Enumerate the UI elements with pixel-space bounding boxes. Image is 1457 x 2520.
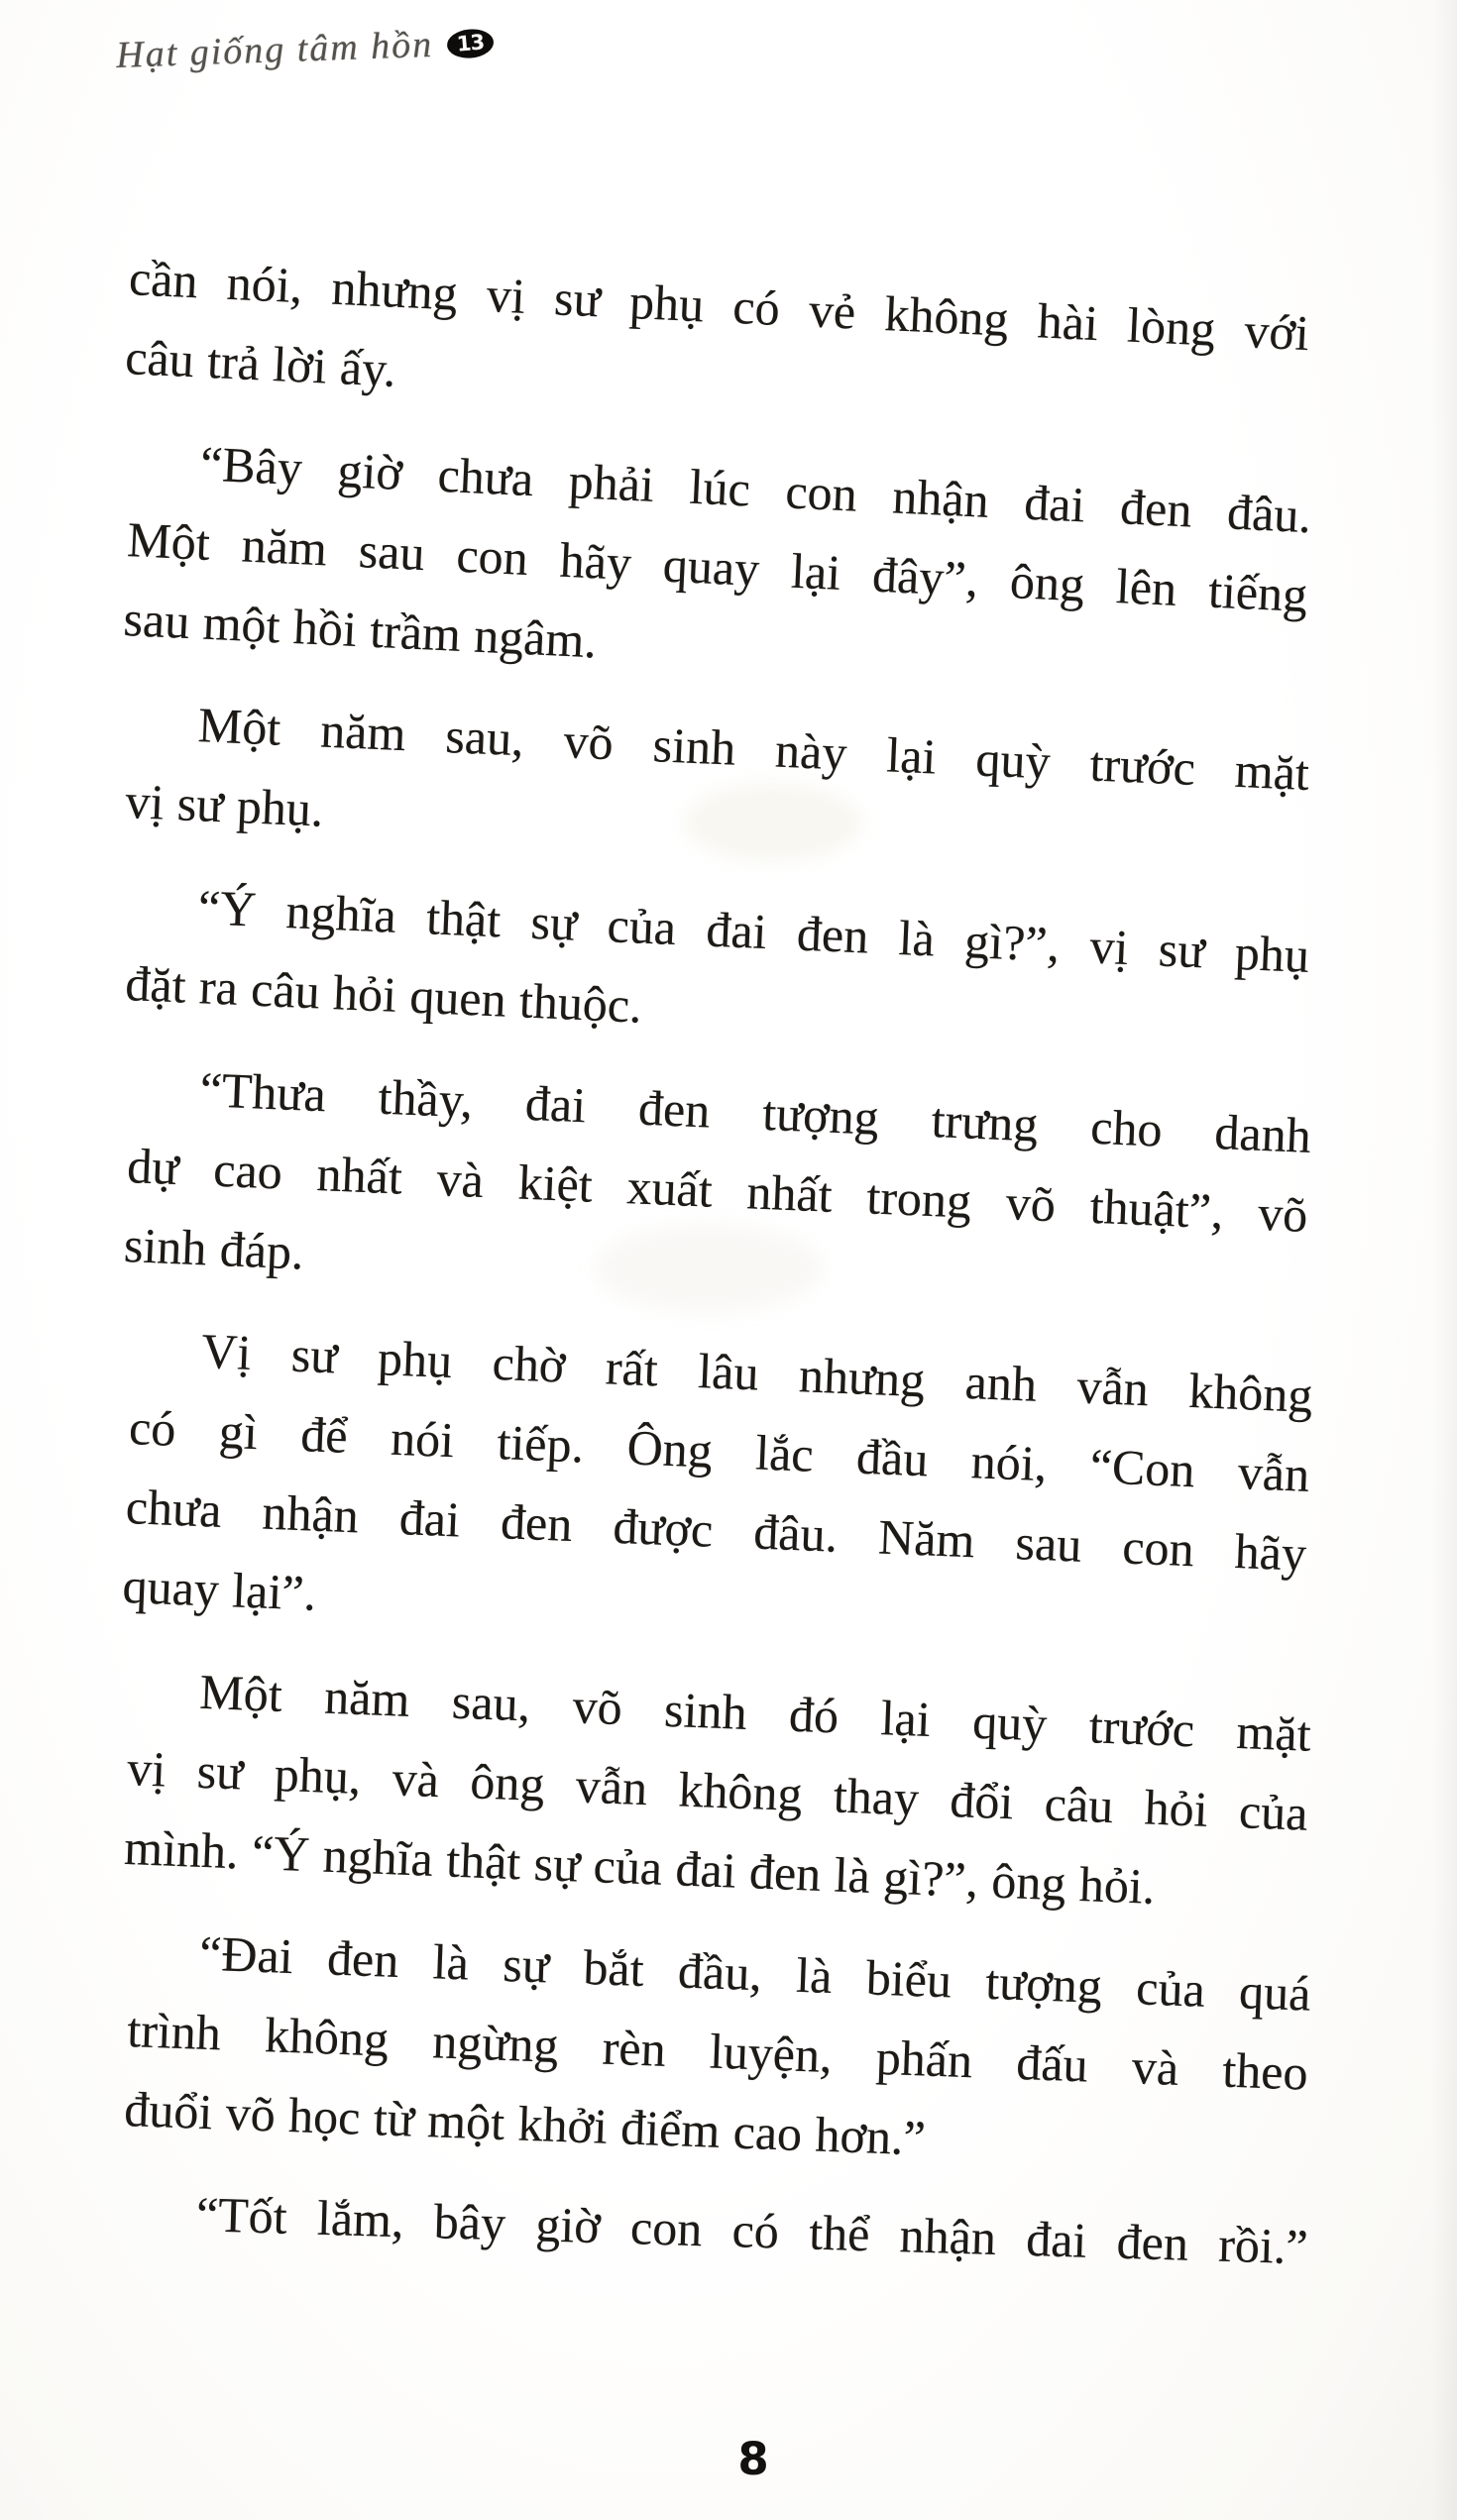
word: sau xyxy=(357,522,426,582)
word: của xyxy=(1135,1959,1206,2018)
word: võ xyxy=(562,712,615,771)
word: không xyxy=(677,1761,804,1822)
word: đen xyxy=(1115,2213,1189,2271)
word: con xyxy=(629,2199,704,2257)
word: trả xyxy=(205,332,262,391)
text-block xyxy=(121,238,1314,2275)
word: sau xyxy=(122,590,191,650)
word: hỏi. xyxy=(1077,1855,1157,1915)
word: là xyxy=(431,1933,470,1991)
word: nhận xyxy=(891,468,991,528)
word: dự xyxy=(126,1138,180,1196)
word: rất xyxy=(604,1339,659,1397)
word: lại xyxy=(789,542,842,601)
paragraph xyxy=(126,2172,1309,2286)
word: nhưng xyxy=(330,259,459,321)
word: rồi.” xyxy=(1217,2216,1309,2275)
word: lại”. xyxy=(231,1562,318,1621)
word: cần xyxy=(127,250,199,309)
word: hỏi xyxy=(1143,1779,1209,1837)
word: gì xyxy=(217,1402,260,1461)
word: trầm xyxy=(369,602,463,662)
word: vẫn xyxy=(574,1757,649,1816)
word: thầy, xyxy=(377,1068,475,1129)
word: sau, xyxy=(450,1673,532,1732)
word: sư xyxy=(289,1326,339,1384)
word: lại xyxy=(879,1690,932,1748)
word: phụ xyxy=(377,1330,454,1389)
word: tiếng xyxy=(1206,562,1309,623)
word: Năm xyxy=(877,1508,976,1569)
word: năm xyxy=(323,1668,411,1727)
word: được xyxy=(612,1497,715,1558)
word: tiếp. xyxy=(496,1413,586,1474)
word: ngừng xyxy=(431,2013,560,2073)
word: phụ xyxy=(1233,924,1311,984)
word: nhận xyxy=(898,2207,997,2266)
word: hơn.” xyxy=(814,2106,927,2166)
word: sư xyxy=(195,1742,245,1801)
word: giờ xyxy=(534,2196,602,2254)
word: phải xyxy=(567,452,656,512)
word: thuộc. xyxy=(517,972,643,1034)
text-line xyxy=(126,2172,1309,2286)
word: không xyxy=(264,2007,391,2067)
page-number: 8 xyxy=(737,2433,769,2485)
word: bắt xyxy=(582,1938,645,1998)
word: vẫn xyxy=(1236,1444,1311,1502)
word: “Thưa xyxy=(198,1061,327,1123)
word: này xyxy=(774,721,848,781)
word: có xyxy=(731,277,782,336)
word: là xyxy=(833,1846,871,1904)
word: sự xyxy=(529,893,579,951)
word: phấn xyxy=(874,2028,974,2089)
word: “Bây xyxy=(198,435,304,496)
word: đai xyxy=(1023,474,1086,533)
word: đầu xyxy=(855,1428,930,1487)
word: lòng xyxy=(1126,296,1217,357)
word: lại xyxy=(885,726,938,785)
paragraph xyxy=(124,682,1311,892)
word: phụ xyxy=(627,273,706,333)
word: nhận xyxy=(261,1483,360,1544)
word: và xyxy=(391,1750,441,1808)
word: sinh xyxy=(663,1681,748,1740)
word: chờ xyxy=(491,1334,567,1393)
page-edge-shadow xyxy=(1431,0,1457,2520)
word: nhưng xyxy=(798,1347,927,1408)
word: võ xyxy=(1257,1184,1309,1243)
word: bây xyxy=(433,2193,506,2251)
word: đai xyxy=(705,901,768,960)
word: sinh xyxy=(651,716,737,776)
word: “Ý xyxy=(196,879,258,937)
word: quen xyxy=(408,967,507,1028)
word: là xyxy=(897,909,937,967)
word: vị xyxy=(1088,918,1130,976)
word: danh xyxy=(1213,1103,1312,1163)
word: hãy xyxy=(1233,1522,1308,1582)
word: lâu xyxy=(697,1343,760,1401)
paragraph xyxy=(123,1911,1312,2192)
word: nghĩa xyxy=(321,1826,434,1887)
word: Ông xyxy=(625,1419,714,1479)
word: đó xyxy=(788,1686,841,1744)
word: ngâm. xyxy=(473,606,599,669)
word: và xyxy=(1130,2038,1180,2096)
paragraph xyxy=(122,420,1313,713)
word: của xyxy=(606,897,678,956)
word: Một xyxy=(198,1663,283,1722)
word: Một xyxy=(126,511,212,571)
word: sinh xyxy=(122,1216,208,1276)
word: ra xyxy=(197,958,240,1016)
word: sư xyxy=(175,775,225,833)
word: sau, xyxy=(444,708,525,767)
word: lên xyxy=(1114,558,1178,616)
word: phụ. xyxy=(235,777,325,837)
word: cho xyxy=(1089,1098,1164,1157)
word: điểm xyxy=(619,2099,722,2158)
word: là xyxy=(795,1946,834,2005)
word: đen xyxy=(500,1493,574,1553)
volume-number: 13 xyxy=(455,29,486,56)
word: con xyxy=(784,463,859,522)
paragraph xyxy=(122,1046,1312,1334)
word: hỏi xyxy=(332,964,398,1023)
word: sự xyxy=(532,1834,582,1893)
word: trình xyxy=(126,2002,222,2061)
word: sau xyxy=(1014,1514,1083,1573)
word: thay xyxy=(832,1767,921,1826)
word: chưa xyxy=(436,446,535,507)
word: với xyxy=(1243,302,1311,362)
word: đổi xyxy=(949,1771,1015,1830)
word: hài xyxy=(1036,292,1100,352)
word: thật xyxy=(425,889,503,948)
word: lắm, xyxy=(316,2189,405,2248)
word: mặt xyxy=(1235,1702,1312,1762)
word: câu xyxy=(1043,1775,1115,1834)
word: “Tốt xyxy=(195,2186,288,2245)
word: “Con xyxy=(1088,1438,1196,1498)
paragraph xyxy=(123,1649,1312,1932)
paragraph xyxy=(124,238,1311,452)
word: đen xyxy=(637,1079,712,1139)
word: “Ý xyxy=(251,1823,311,1883)
word: con xyxy=(1121,1518,1195,1578)
word: biểu xyxy=(864,1949,953,2009)
word: vị xyxy=(126,1740,168,1798)
word: không xyxy=(883,285,1010,347)
word: võ xyxy=(571,1678,623,1736)
volume-badge xyxy=(446,27,495,59)
word: võ xyxy=(224,2084,277,2142)
word: nói, xyxy=(225,254,304,314)
word: đai xyxy=(397,1489,462,1548)
word: “Đai xyxy=(198,1924,294,1985)
word: đáp. xyxy=(218,1221,305,1280)
word: luyện, xyxy=(709,2023,834,2084)
word: đai xyxy=(523,1074,588,1134)
word: sự xyxy=(502,1935,551,1994)
word: tượng xyxy=(761,1084,880,1146)
word: trước xyxy=(1087,1698,1196,1758)
word: từ xyxy=(372,2090,415,2147)
word: lời xyxy=(272,336,328,394)
word: đai xyxy=(674,1840,737,1899)
word: lúc xyxy=(688,458,752,517)
word: thuật”, xyxy=(1088,1177,1225,1240)
word: kiệt xyxy=(516,1153,594,1213)
word: võ xyxy=(1004,1174,1058,1233)
word: trưng xyxy=(930,1091,1040,1152)
word: gì?”, xyxy=(882,1848,980,1909)
word: nói xyxy=(390,1409,456,1469)
word: cao xyxy=(212,1141,284,1200)
word: năm xyxy=(319,702,407,762)
word: đen xyxy=(795,905,870,964)
word: khởi xyxy=(516,2095,609,2154)
word: giờ xyxy=(336,441,404,500)
word: đấu xyxy=(1015,2033,1089,2093)
word: đây”, xyxy=(870,546,980,607)
word: câu xyxy=(250,960,321,1020)
word: theo xyxy=(1221,2041,1309,2101)
word: mặt xyxy=(1233,741,1311,802)
word: có xyxy=(730,2202,780,2259)
word: đặt xyxy=(124,954,187,1014)
running-head xyxy=(115,21,494,77)
word: học xyxy=(287,2087,362,2145)
word: vẻ xyxy=(807,281,857,340)
word: ông xyxy=(990,1852,1067,1912)
paragraph xyxy=(121,1308,1314,1673)
word: chưa xyxy=(124,1479,223,1538)
word: anh xyxy=(963,1353,1039,1412)
word: thể xyxy=(808,2204,871,2262)
word: và xyxy=(435,1150,486,1209)
word: Vị xyxy=(200,1322,253,1380)
word: vẫn xyxy=(1075,1358,1150,1417)
word: đen xyxy=(326,1929,400,1988)
word: một xyxy=(426,2092,506,2151)
word: đầu, xyxy=(677,1942,763,2002)
word: vị xyxy=(124,772,166,830)
word: đai xyxy=(1025,2210,1088,2268)
paragraph xyxy=(124,864,1311,1074)
word: ông xyxy=(1008,553,1086,612)
word: đâu. xyxy=(752,1503,840,1563)
word: quay xyxy=(121,1557,221,1617)
word: có xyxy=(128,1399,177,1457)
word: cao xyxy=(731,2103,804,2162)
word: Một xyxy=(196,697,282,756)
word: tượng xyxy=(984,1953,1103,2014)
word: trước xyxy=(1088,735,1197,796)
word: sư xyxy=(1157,921,1206,979)
word: nhất xyxy=(745,1163,834,1223)
word: nói, xyxy=(969,1433,1049,1492)
word: xuất xyxy=(625,1158,714,1218)
word: câu xyxy=(124,328,196,388)
word: quá xyxy=(1238,1963,1312,2022)
word: sư xyxy=(553,270,603,328)
word: gì?”, xyxy=(963,912,1062,973)
word: ấy. xyxy=(338,339,397,397)
word: quay xyxy=(661,536,761,598)
word: đuổi xyxy=(123,2080,214,2140)
word: của xyxy=(592,1837,664,1896)
word: hãy xyxy=(558,531,633,591)
word: quỳ xyxy=(974,730,1052,790)
word: không xyxy=(1187,1362,1314,1423)
word: con xyxy=(455,526,530,587)
word: quỳ xyxy=(971,1693,1049,1752)
word: hồi xyxy=(291,599,359,657)
book-title: Hạt giống tâm hồn xyxy=(115,23,434,77)
word: mình. xyxy=(123,1818,240,1880)
word: phụ, xyxy=(273,1745,363,1806)
word: để xyxy=(299,1406,349,1464)
word: thật xyxy=(445,1831,522,1891)
word: đen xyxy=(748,1843,823,1902)
word: đen xyxy=(1119,479,1193,538)
word: một xyxy=(201,594,281,654)
word: của xyxy=(1238,1783,1309,1841)
word: vị xyxy=(485,267,527,324)
word: rèn xyxy=(601,2019,667,2077)
word: lắc xyxy=(754,1424,815,1482)
word: năm xyxy=(240,516,329,577)
word: đâu. xyxy=(1225,484,1313,544)
word: ông xyxy=(469,1753,546,1812)
word: nghĩa xyxy=(284,883,398,943)
word: trong xyxy=(865,1168,973,1229)
word: nhất xyxy=(315,1146,403,1205)
